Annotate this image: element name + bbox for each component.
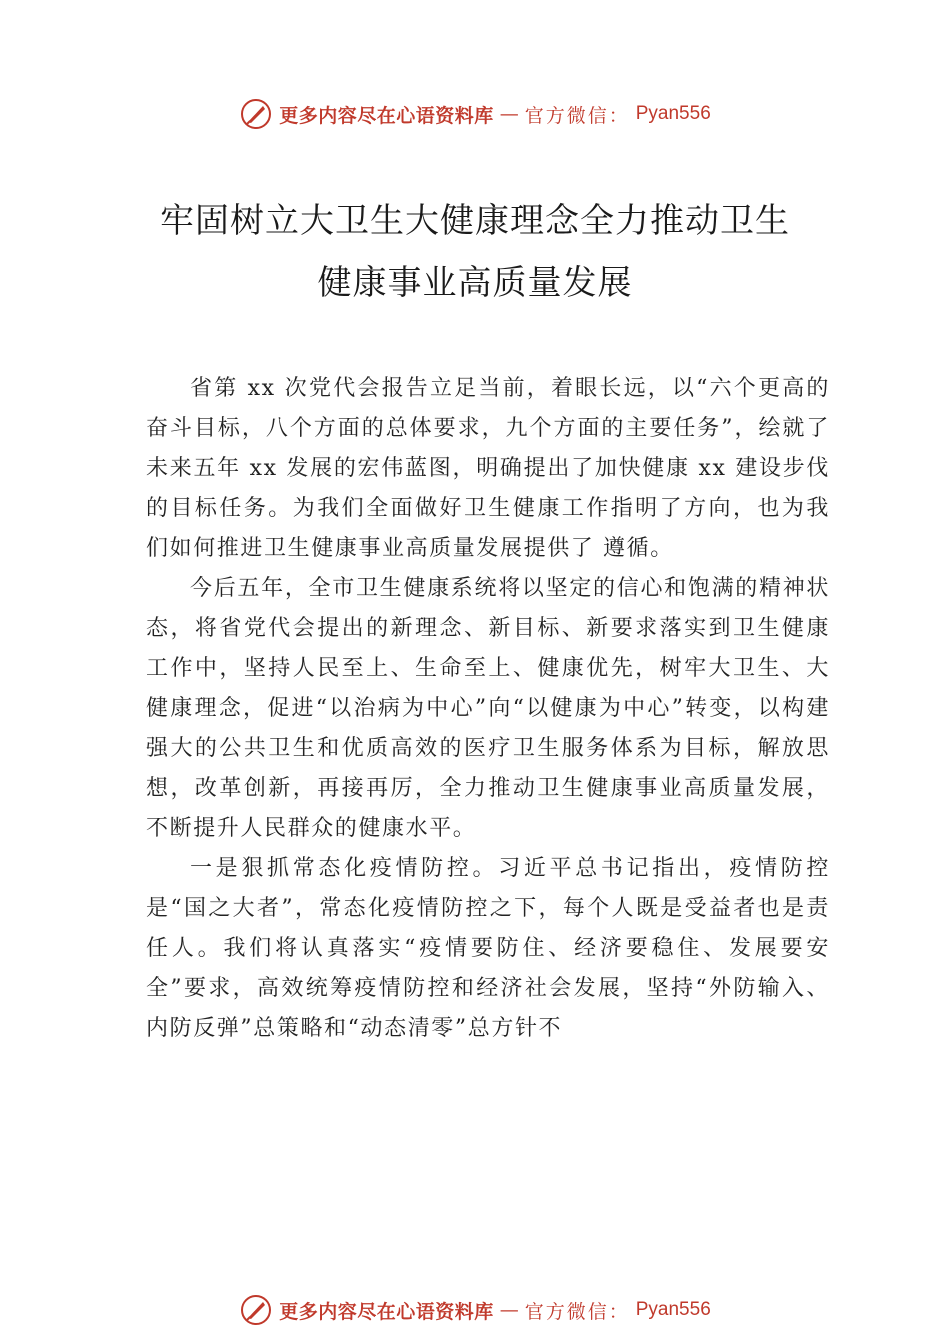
paragraph-1: 省第 xx 次党代会报告立足当前，着眼长远，以“六个更高的奋斗目标，八个方面的总体要求，九个方面的主要任务”，绘就了未来五年 xx 发展的宏伟蓝图，明确提出了加快健康 xx 建设步伐的目标任务。为我们全面做好卫生健康工作指明了方向，也为我们如何推进卫生健康事业高质量发展提供了 遵循。 [146,376,830,561]
title-line-1: 牢固树立大卫生大健康理念全力推动卫生 [160,201,790,241]
banner-separator: — [499,103,519,125]
banner-site-text: 更多内容尽在心语资料库 [279,104,494,127]
quill-logo-icon [239,97,273,131]
header-banner [0,94,950,134]
banner-site-text: 更多内容尽在心语资料库 [279,1300,494,1323]
quill-logo-icon [239,1293,273,1327]
footer-banner [0,1290,950,1330]
paragraph-2: 今后五年，全市卫生健康系统将以坚定的信心和饱满的精神状态，将省党代会提出的新理念、新目标、新要求落实到卫生健康工作中，坚持人民至上、生命至上、健康优先，树牢大卫生、大健康理念，促进“以治病为中心”向“以健康为中心”转变，以构建强大的公共卫生和优质高效的医疗卫生服务体系为目标，解放思想，改革创新，再接再厉，全力推动卫生健康事业高质量发展，不断提升人民群众的健康水平。 [146,576,830,841]
paragraph-3: 一是狠抓常态化疫情防控。习近平总书记指出，疫情防控是“国之大者”，常态化疫情防控之下，每个人既是受益者也是责任人。我们将认真落实“疫情要防住、经济要稳住、发展要安全”要求，高效统筹疫情防控和经济社会发展，坚持“外防输入、内防反弹”总策略和“动态清零”总方针不 [146,856,830,1041]
banner-wechat-label: 官方微信： [524,104,630,127]
title-line-2: 健康事业高质量发展 [317,263,633,303]
banner-wechat-id: Pyan556 [635,103,711,124]
banner-separator: — [499,1299,519,1321]
banner-wechat-label: 官方微信： [524,1300,630,1323]
document-title [100,190,850,314]
document-body [146,369,830,1049]
banner-wechat-id: Pyan556 [635,1299,711,1320]
